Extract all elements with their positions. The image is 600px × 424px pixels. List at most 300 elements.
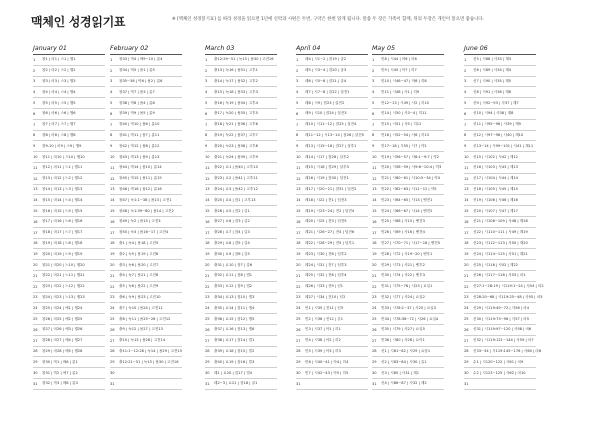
reading-passages: 창38 | 막8 | 욥4 | 롬8 [119, 100, 155, 105]
reading-passages: 신6 | 시89 | 사34 | 계4 [473, 68, 512, 73]
reading-passages: 창7 | 마7 | 스7 | 행7 [42, 122, 76, 127]
day-row [296, 357, 368, 368]
reading-passages: 창15 | 마14 | 느4 | 행14 [42, 197, 83, 202]
day-number: 2 [464, 68, 467, 73]
reading-passages: 수1 | 시120~122 | 사61 | 마9 [473, 359, 524, 364]
reading-passages: 신9 | 시92~93 | 사37 | 계7 [473, 100, 519, 105]
reading-passages: 창14 | 마13 | 느3 | 행13 [42, 186, 83, 191]
reading-passages: 출38 | 요17 | 잠14 | 빌1 [214, 338, 255, 343]
day-number: 18 [372, 241, 377, 246]
day-number: 17 [296, 230, 301, 235]
reading-passages: 민20 | 시58~59 | 사9:8~10:4 | 약3 [381, 165, 442, 170]
day-number: 23 [33, 295, 38, 300]
day-number: 28 [205, 349, 210, 354]
reading-passages: 레11~12 | 시13~14 | 잠26 | 살전5 [305, 132, 365, 137]
reading-passages: 출4 | 눅7 | 욥21 | 고전8 [119, 273, 159, 278]
day-number: 16 [110, 219, 115, 224]
reading-passages: 민27 | 시70~71 | 사17~18 | 벧전5 [381, 240, 441, 245]
reading-passages: 출12:21~51 | 눅15 | 욥30 | 고전16 [119, 359, 179, 364]
day-number: 6 [372, 111, 375, 116]
day-row [464, 163, 536, 174]
day-number: 21 [464, 273, 469, 278]
day-number: 20 [464, 263, 469, 268]
day-number: 4 [464, 90, 467, 95]
day-row [372, 357, 444, 368]
day-number: 22 [205, 284, 210, 289]
day-row [372, 336, 444, 347]
reading-passages: 레27 | 시34 | 전10 | 딛2 [305, 294, 346, 299]
day-number: 26 [464, 327, 469, 332]
day-row [110, 293, 182, 304]
day-number: 3 [296, 79, 299, 84]
day-row [110, 239, 182, 250]
reading-passages: 창2 | 마2 | 스2 | 행2 [42, 68, 76, 73]
reading-passages: 신18 | 시105 | 사45 | 계15 [473, 186, 518, 191]
day-number: 31 [110, 381, 115, 386]
day-row [33, 260, 105, 271]
day-row [296, 109, 368, 120]
day-number: 13 [110, 187, 115, 192]
day-number: 25 [464, 317, 469, 322]
day-number: 3 [33, 79, 36, 84]
day-row [296, 195, 368, 206]
reading-passages: 출30 | 요9 | 잠6 | 갈5 [214, 251, 250, 256]
day-number: 25 [110, 317, 115, 322]
day-number: 7 [464, 122, 467, 127]
day-row [464, 271, 536, 282]
day-row [464, 66, 536, 77]
day-row [110, 228, 182, 239]
day-row [110, 336, 182, 347]
reading-passages: 출26 | 요5 | 잠2 | 갈1 [214, 208, 250, 213]
reading-passages: 출8 | 눅11 | 욥25~26 | 고전12 [119, 316, 171, 321]
reading-passages: 창46 | 막16 | 욥12 | 롬16 [119, 186, 162, 191]
reading-passages: 출24 | 요3 | 욥42 | 고후12 [214, 186, 258, 191]
day-row [372, 260, 444, 271]
day-row [296, 131, 368, 142]
reading-passages: 창37 | 막7 | 욥3 | 롬7 [119, 89, 155, 94]
reading-passages: 신17 | 시104 | 사44 | 계14 [473, 176, 518, 181]
day-row [296, 185, 368, 196]
day-number: 24 [110, 306, 115, 311]
day-row [110, 66, 182, 77]
day-number: 20 [205, 263, 210, 268]
day-number: 14 [464, 198, 469, 203]
day-row [296, 98, 368, 109]
month-column [205, 44, 277, 390]
day-number: 13 [205, 187, 210, 192]
day-row [372, 282, 444, 293]
day-number: 22 [33, 284, 38, 289]
reading-passages: 민26 | 시69 | 사16 | 벧전4 [381, 230, 425, 235]
day-row [372, 239, 444, 250]
month-column [33, 44, 105, 390]
day-row [205, 55, 277, 66]
day-row [110, 282, 182, 293]
reading-passages: 출15 | 눅18 | 욥33 | 고후3 [214, 89, 258, 94]
day-number: 31 [33, 381, 38, 386]
day-row [372, 55, 444, 66]
day-row [464, 195, 536, 206]
day-number: 8 [205, 133, 208, 138]
day-row [33, 325, 105, 336]
day-row [33, 87, 105, 98]
day-row [296, 206, 368, 217]
day-row [296, 379, 368, 390]
day-row [205, 185, 277, 196]
reading-passages: 신11 | 시95~96 | 사39 | 계9 [473, 122, 521, 127]
day-row [205, 120, 277, 131]
day-number: 2 [110, 68, 113, 73]
day-row [296, 249, 368, 260]
month-heading: May 05 [372, 44, 444, 55]
day-number: 10 [205, 155, 210, 160]
day-row [110, 206, 182, 217]
day-number: 23 [372, 295, 377, 300]
reading-passages: 신1 | 시81~82 | 사29 | 요삼1 [381, 348, 431, 353]
day-row [205, 206, 277, 217]
reading-passages: 레23 | 시30 | 전6 | 딤후2 [305, 251, 347, 256]
day-row [33, 77, 105, 88]
reading-passages: 신23 | 시112~113 | 사50 | 계20 [473, 240, 528, 245]
day-number: 10 [110, 155, 115, 160]
day-row [464, 325, 536, 336]
reading-passages: 출28 | 요7 | 잠4 | 갈3 [214, 230, 250, 235]
reading-passages: 창6 | 마6 | 스6 | 행6 [42, 111, 76, 116]
reading-passages: 민36 | 시80 | 사28 | 요이1 [381, 338, 425, 343]
day-row [205, 98, 277, 109]
reading-passages: 출2 | 눅5 | 욥19 | 고전6 [119, 251, 159, 256]
reading-passages: 신16 | 시103 | 사43 | 계13 [473, 165, 518, 170]
day-row [205, 195, 277, 206]
reading-passages: 레2~3 | 요21 | 잠18 | 골1 [214, 381, 258, 386]
reading-passages: 출34 | 요13 | 잠10 | 엡3 [214, 294, 255, 299]
day-row [296, 141, 368, 152]
reading-passages: 민28 | 시72 | 사19~20 | 벧후1 [381, 251, 433, 256]
day-number: 11 [33, 165, 38, 170]
day-number: 8 [33, 133, 36, 138]
day-number: 4 [33, 90, 36, 95]
day-number: 29 [296, 360, 301, 365]
day-row [33, 217, 105, 228]
reading-passages: 출12:29~51 | 눅15 | 욥30 | 고전16 [214, 57, 274, 62]
day-number: 15 [296, 209, 301, 214]
day-row [372, 109, 444, 120]
reading-passages: 민10 | 시46~47 | 아8 | 히8 [381, 78, 427, 83]
reading-passages: 민33 | 시78:1~37 | 사25 | 요일3 [381, 305, 436, 310]
day-row [33, 293, 105, 304]
reading-passages: 레14 | 시17 | 잠28 | 살후2 [305, 154, 349, 159]
day-number: 18 [205, 241, 210, 246]
day-list [296, 55, 368, 390]
reading-passages: 민25 | 시68 | 사15 | 벧전3 [381, 219, 425, 224]
day-number: 12 [296, 176, 301, 181]
day-row [464, 357, 536, 368]
day-number: 21 [110, 273, 115, 278]
day-row [205, 357, 277, 368]
day-number: 24 [33, 306, 38, 311]
reading-passages: 민31 | 시75~76 | 사23 | 요일1 [381, 284, 433, 289]
reading-passages: 출3 | 눅6 | 욥20 | 고전7 [119, 262, 159, 267]
reading-passages: 출36 | 요15 | 잠12 | 엡5 [214, 316, 255, 321]
reading-passages: 창49 | 눅2 | 욥15 | 고전3 [119, 219, 161, 224]
reading-passages: 민16 | 시52~54 | 사6 | 히13 [381, 132, 429, 137]
day-number: 26 [33, 327, 38, 332]
day-row [33, 303, 105, 314]
day-number: 20 [296, 263, 301, 268]
day-number: 30 [296, 371, 301, 375]
day-row [110, 55, 182, 66]
day-number: 23 [296, 295, 301, 300]
reading-passages: 민12~13 | 시49 | 사2 | 히10 [381, 100, 429, 105]
day-row [33, 206, 105, 217]
day-row [464, 141, 536, 152]
day-list [205, 55, 277, 390]
day-number: 15 [372, 209, 377, 214]
day-list [110, 55, 182, 390]
day-number: 9 [372, 144, 375, 149]
day-number: 26 [296, 327, 301, 332]
day-row [205, 336, 277, 347]
day-row [205, 66, 277, 77]
day-number: 3 [205, 79, 208, 84]
day-number: 1 [296, 57, 299, 62]
day-row [296, 55, 368, 66]
reading-passages: 레10 | 시11~12 | 잠25 | 살전4 [305, 122, 357, 127]
reading-passages: 민2 | 시36 | 전12 | 몬1 [305, 316, 344, 321]
month-heading: April 04 [296, 44, 368, 55]
day-number: 11 [296, 165, 301, 170]
reading-passages: 창18 | 마17 | 느7 | 행17 [42, 230, 83, 235]
day-row [205, 217, 277, 228]
day-number: 17 [205, 230, 210, 235]
reading-passages: 민1 | 시35 | 전11 | 딛3 [305, 305, 344, 310]
day-row [205, 239, 277, 250]
reading-passages: 민32 | 시77 | 사24 | 요일2 [381, 294, 425, 299]
day-number: 9 [464, 144, 467, 149]
reading-passages: 출16 | 눅19 | 욥34 | 고후4 [214, 100, 258, 105]
day-number: 1 [464, 57, 467, 62]
reading-passages: 신26 | 시117~118 | 사53 | 마1 [473, 273, 526, 278]
day-number: 8 [464, 133, 467, 138]
reading-passages: 출33 | 요12 | 잠9 | 엡2 [214, 284, 253, 289]
day-row [296, 347, 368, 358]
day-number: 29 [372, 360, 377, 365]
day-number: 5 [372, 101, 375, 106]
reading-passages: 신31 | 시119:97~120 | 사58 | 마6 [473, 327, 532, 332]
day-number: 27 [33, 338, 38, 343]
day-row [296, 152, 368, 163]
reading-passages: 출18 | 눅21 | 욥36 | 고후6 [214, 122, 258, 127]
day-row [372, 141, 444, 152]
day-number: 29 [110, 360, 115, 365]
day-row [33, 368, 105, 379]
day-number: 27 [372, 338, 377, 343]
day-row [296, 66, 368, 77]
reading-passages: 레15 | 시18 | 잠29 | 살후3 [305, 165, 349, 170]
reading-passages: 출11:1~12:28 | 눅14 | 욥29 | 고전15 [119, 348, 183, 353]
day-row [464, 185, 536, 196]
reading-passages: 창30 | 막1 | 에6 | 롬1 [42, 359, 78, 364]
day-row [372, 206, 444, 217]
day-number: 12 [372, 176, 377, 181]
day-number: 19 [33, 252, 38, 257]
day-number: 12 [33, 176, 38, 181]
reading-passages: 신28:20~68 | 시119:25~48 | 사55 | 마3 [473, 294, 543, 299]
day-number: 31 [296, 381, 301, 386]
reading-passages: 출22 | 요1 | 욥40 | 고후10 [214, 165, 258, 170]
day-row [33, 141, 105, 152]
month-heading: June 06 [464, 44, 536, 55]
day-row [464, 55, 536, 66]
day-row [296, 271, 368, 282]
day-number: 24 [205, 306, 210, 311]
reading-passages: 창45 | 막15 | 욥11 | 롬15 [119, 176, 162, 181]
day-number: 12 [110, 176, 115, 181]
reading-passages: 레21 | 시26~27 | 전4 | 딤전6 [305, 230, 355, 235]
reading-passages: 레4 | 시1~2 | 잠19 | 골2 [305, 57, 347, 62]
day-row [372, 163, 444, 174]
reading-passages: 레20 | 시25 | 전3 | 딤전5 [305, 219, 347, 224]
day-number: 19 [110, 252, 115, 257]
day-number: 21 [296, 273, 301, 278]
reading-passages: 민35 | 시79 | 사27 | 요일5 [381, 327, 425, 332]
reading-passages: 신21 | 시108~109 | 사48 | 계18 [473, 219, 528, 224]
day-number: 27 [296, 338, 301, 343]
reading-passages: 창44 | 막14 | 욥10 | 롬14 [119, 165, 162, 170]
day-number: 11 [110, 165, 115, 170]
day-number: 7 [110, 122, 113, 127]
reading-passages: 출35 | 요14 | 잠11 | 엡4 [214, 305, 255, 310]
day-number: 27 [205, 338, 210, 343]
day-row [110, 152, 182, 163]
reading-passages: 민17~18 | 시55 | 사7 | 약1 [381, 143, 427, 148]
day-row [372, 77, 444, 88]
day-number: 19 [372, 252, 377, 257]
day-row [464, 293, 543, 304]
reading-passages: 레13 | 시15~16 | 잠27 | 살후1 [305, 143, 357, 148]
day-number: 6 [110, 111, 113, 116]
day-row [33, 109, 105, 120]
day-row [464, 228, 536, 239]
day-row [33, 185, 105, 196]
reading-passages: 신30 | 시119:73~96 | 사57 | 마5 [473, 316, 530, 321]
day-row [464, 379, 536, 390]
reading-passages: 신15 | 시102 | 사42 | 계12 [473, 154, 518, 159]
reading-passages: 신2 | 시83~84 | 사30 | 유1 [381, 359, 427, 364]
day-row [33, 347, 105, 358]
day-number: 15 [205, 209, 210, 214]
reading-passages: 창22 | 마21 | 느11 | 행21 [42, 273, 85, 278]
day-number: 21 [205, 273, 210, 278]
day-number: 18 [33, 241, 38, 246]
day-row [33, 271, 105, 282]
day-number: 22 [372, 284, 377, 289]
day-row [33, 174, 105, 185]
day-number: 24 [372, 306, 377, 311]
day-row [33, 282, 105, 293]
day-number: 10 [372, 155, 377, 160]
day-number: 30 [464, 371, 469, 375]
day-number: 3 [464, 79, 467, 84]
day-number: 5 [296, 101, 299, 106]
day-row [205, 141, 277, 152]
day-number: 16 [33, 219, 38, 224]
day-list [372, 55, 444, 390]
day-number: 18 [296, 241, 301, 246]
day-row [296, 163, 368, 174]
reading-passages: 레7 | 시7~8 | 잠22 | 살전1 [305, 89, 350, 94]
day-row [296, 293, 368, 304]
day-number: 26 [372, 327, 377, 332]
reading-passages: 창24 | 마23 | 느13 | 행23 [42, 294, 85, 299]
day-row [205, 303, 277, 314]
day-row [296, 368, 368, 379]
day-row [110, 77, 182, 88]
day-row [33, 163, 105, 174]
day-number: 3 [372, 79, 375, 84]
day-number: 20 [110, 263, 115, 268]
day-number: 22 [464, 284, 469, 289]
day-row [372, 195, 444, 206]
day-row [372, 368, 444, 379]
reading-passages: 민15 | 시51 | 사5 | 히12 [381, 122, 422, 127]
page-title: 맥체인 성경읽기표 [31, 15, 126, 29]
day-number: 6 [205, 111, 208, 116]
reading-passages: 창3 | 마3 | 스3 | 행3 [42, 78, 76, 83]
day-row [372, 314, 444, 325]
day-row [33, 55, 105, 66]
day-number: 24 [464, 306, 469, 311]
day-row [464, 152, 536, 163]
day-number: 9 [33, 144, 36, 149]
reading-passages: 민8 | 시44 | 아6 | 히6 [381, 57, 417, 62]
day-row [372, 228, 444, 239]
day-row [205, 282, 277, 293]
day-row [33, 228, 105, 239]
reading-passages: 민30 | 시74 | 사22 | 벧후3 [381, 273, 425, 278]
day-number: 9 [205, 144, 208, 149]
day-number: 14 [205, 198, 210, 203]
day-row [110, 347, 182, 358]
reading-passages: 창23 | 마22 | 느12 | 행22 [42, 284, 85, 289]
reading-passages: 신10 | 시94 | 사38 | 계8 [473, 111, 514, 116]
day-number: 2 [205, 68, 208, 73]
day-number: 6 [33, 111, 36, 116]
reading-passages: 창34 | 막5 | 욥1 | 롬5 [119, 68, 155, 73]
reading-passages: 창17 | 마16 | 느6 | 행16 [42, 219, 83, 224]
day-row [33, 152, 105, 163]
day-number: 23 [110, 295, 115, 300]
reading-passages: 레9 | 시10 | 잠24 | 살전3 [305, 111, 347, 116]
month-column [296, 44, 368, 390]
reading-passages: 민23 | 시64~65 | 사13 | 벧전1 [381, 197, 433, 202]
day-number: 15 [33, 209, 38, 214]
reading-passages: 레5 | 시3~4 | 잠20 | 골3 [305, 68, 347, 73]
day-row [464, 98, 536, 109]
month-column [110, 44, 182, 390]
reading-passages: 출6 | 눅9 | 욥23 | 고전10 [119, 294, 161, 299]
reading-passages: 창39 | 막9 | 욥5 | 롬9 [119, 111, 155, 116]
day-number: 27 [464, 338, 469, 343]
reading-passages: 창41 | 막11 | 욥7 | 롬11 [119, 132, 160, 137]
reading-passages: 민14 | 시50 | 사3~4 | 히11 [381, 111, 427, 116]
day-row [205, 131, 277, 142]
day-row [372, 271, 444, 282]
reading-passages: 신7 | 시90 | 사35 | 계5 [473, 78, 512, 83]
day-row [110, 98, 182, 109]
day-row [205, 293, 277, 304]
